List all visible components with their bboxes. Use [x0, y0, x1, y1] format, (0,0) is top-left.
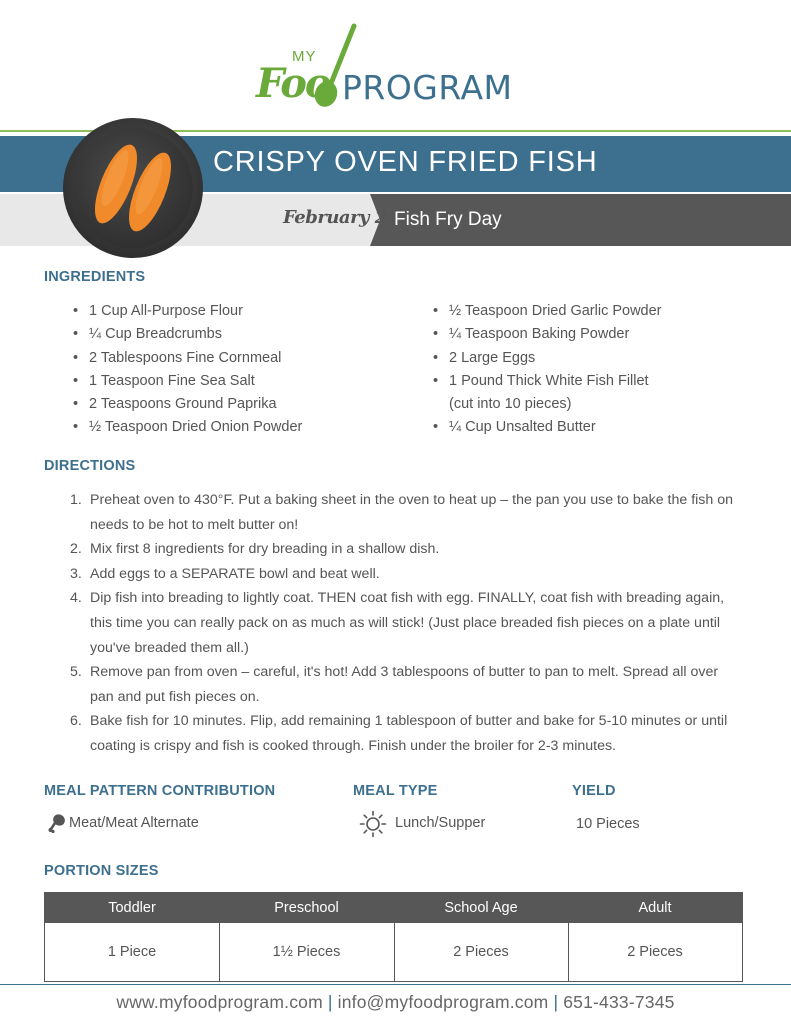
direction-step: 2. Mix first 8 ingredients for dry breading in a shallow dish. — [70, 541, 440, 558]
list-item: • ¼ Cup Unsalted Butter — [433, 419, 596, 436]
direction-step: 1. Preheat oven to 430°F. Put a baking sheet in the oven to heat up – the pan you use to bake the fish on needs to be hot to melt butter on! — [70, 492, 733, 533]
list-item: • ¼ Teaspoon Baking Powder — [433, 326, 630, 343]
meal-type-heading: MEAL TYPE — [353, 783, 438, 799]
footer-separator: | — [327, 992, 333, 1012]
directions-list — [70, 488, 740, 759]
table-cell: 1½ Pieces — [272, 944, 341, 960]
logo-my: MY — [292, 48, 317, 65]
list-item: • ½ Teaspoon Dried Garlic Powder — [433, 303, 662, 319]
footer-email-link[interactable]: info@myfoodprogram.com — [337, 992, 549, 1012]
directions-heading: DIRECTIONS — [44, 458, 136, 474]
direction-step: 3. Add eggs to a SEPARATE bowl and beat well. — [70, 565, 380, 582]
sun-icon — [359, 810, 387, 838]
footer-website-link[interactable]: www.myfoodprogram.com — [116, 992, 323, 1012]
recipe-day: Fish Fry Day — [394, 209, 502, 230]
recipe-title: CRISPY OVEN FRIED FISH — [213, 146, 598, 178]
ingredients-heading: INGREDIENTS — [44, 269, 146, 285]
direction-step: 5. Remove pan from oven – careful, it's hot! Add 3 tablespoons of butter to pan to melt. Spread all over pan and put fish pieces on. — [70, 664, 719, 705]
table-cell: 2 Pieces — [453, 944, 509, 960]
logo-food: Foo — [256, 60, 330, 107]
list-item: • 1 Pound Thick White Fish Fillet (cut into 10 pieces) — [433, 370, 662, 417]
ingredients-list-right — [433, 300, 662, 440]
footer — [0, 992, 791, 1013]
list-item: • 2 Large Eggs — [433, 349, 536, 366]
meal-pattern-heading: MEAL PATTERN CONTRIBUTION — [44, 783, 276, 799]
list-item: • 1 Teaspoon Fine Sea Salt — [73, 372, 255, 389]
table-cell: 2 Pieces — [627, 944, 683, 960]
list-item: • ½ Teaspoon Dried Onion Powder — [73, 419, 303, 436]
meal-pattern-value: Meat/Meat Alternate — [69, 815, 199, 831]
recipe-date: February 24 — [283, 207, 399, 228]
meal-type-value: Lunch/Supper — [395, 815, 486, 831]
list-item: • ¼ Cup Breadcrumbs — [73, 326, 222, 343]
list-item-continuation: (cut into 10 pieces) — [449, 396, 572, 413]
list-item: • 2 Tablespoons Fine Cornmeal — [73, 349, 282, 366]
yield-value: 10 Pieces — [576, 816, 640, 832]
portion-sizes-table — [44, 892, 743, 982]
table-header-cell: Preschool — [274, 900, 339, 916]
drumstick-icon — [48, 813, 66, 833]
ingredients-list-left — [73, 300, 302, 440]
table-header-cell: School Age — [444, 900, 518, 916]
list-item: • 1 Cup All-Purpose Flour — [73, 303, 243, 319]
logo — [256, 22, 546, 112]
footer-separator: | — [553, 992, 559, 1012]
logo-program: PROGRAM — [342, 68, 513, 107]
footer-phone: 651-433-7345 — [563, 992, 675, 1012]
table-header-cell: Adult — [638, 900, 672, 916]
fish-plate-image — [62, 117, 204, 259]
yield-heading: YIELD — [572, 783, 616, 799]
footer-divider — [0, 984, 791, 985]
list-item: • 2 Teaspoons Ground Paprika — [73, 396, 277, 413]
table-cell: 1 Piece — [107, 944, 157, 960]
direction-step: 6. Bake fish for 10 minutes. Flip, add remaining 1 tablespoon of butter and bake for 5-10 minutes or until coating is crispy and fish is cooked through. Finish under the broiler for 2-3 minutes. — [70, 713, 728, 754]
table-header-cell: Toddler — [108, 900, 156, 916]
portion-sizes-heading: PORTION SIZES — [44, 863, 159, 879]
direction-step: 4. Dip fish into breading to lightly coat. THEN coat fish with egg. FINALLY, coat fish with breading again, this time you can really pack on as much as will stick! (Just place breaded fish pieces on a plate until you've breaded them all.) — [70, 590, 725, 656]
